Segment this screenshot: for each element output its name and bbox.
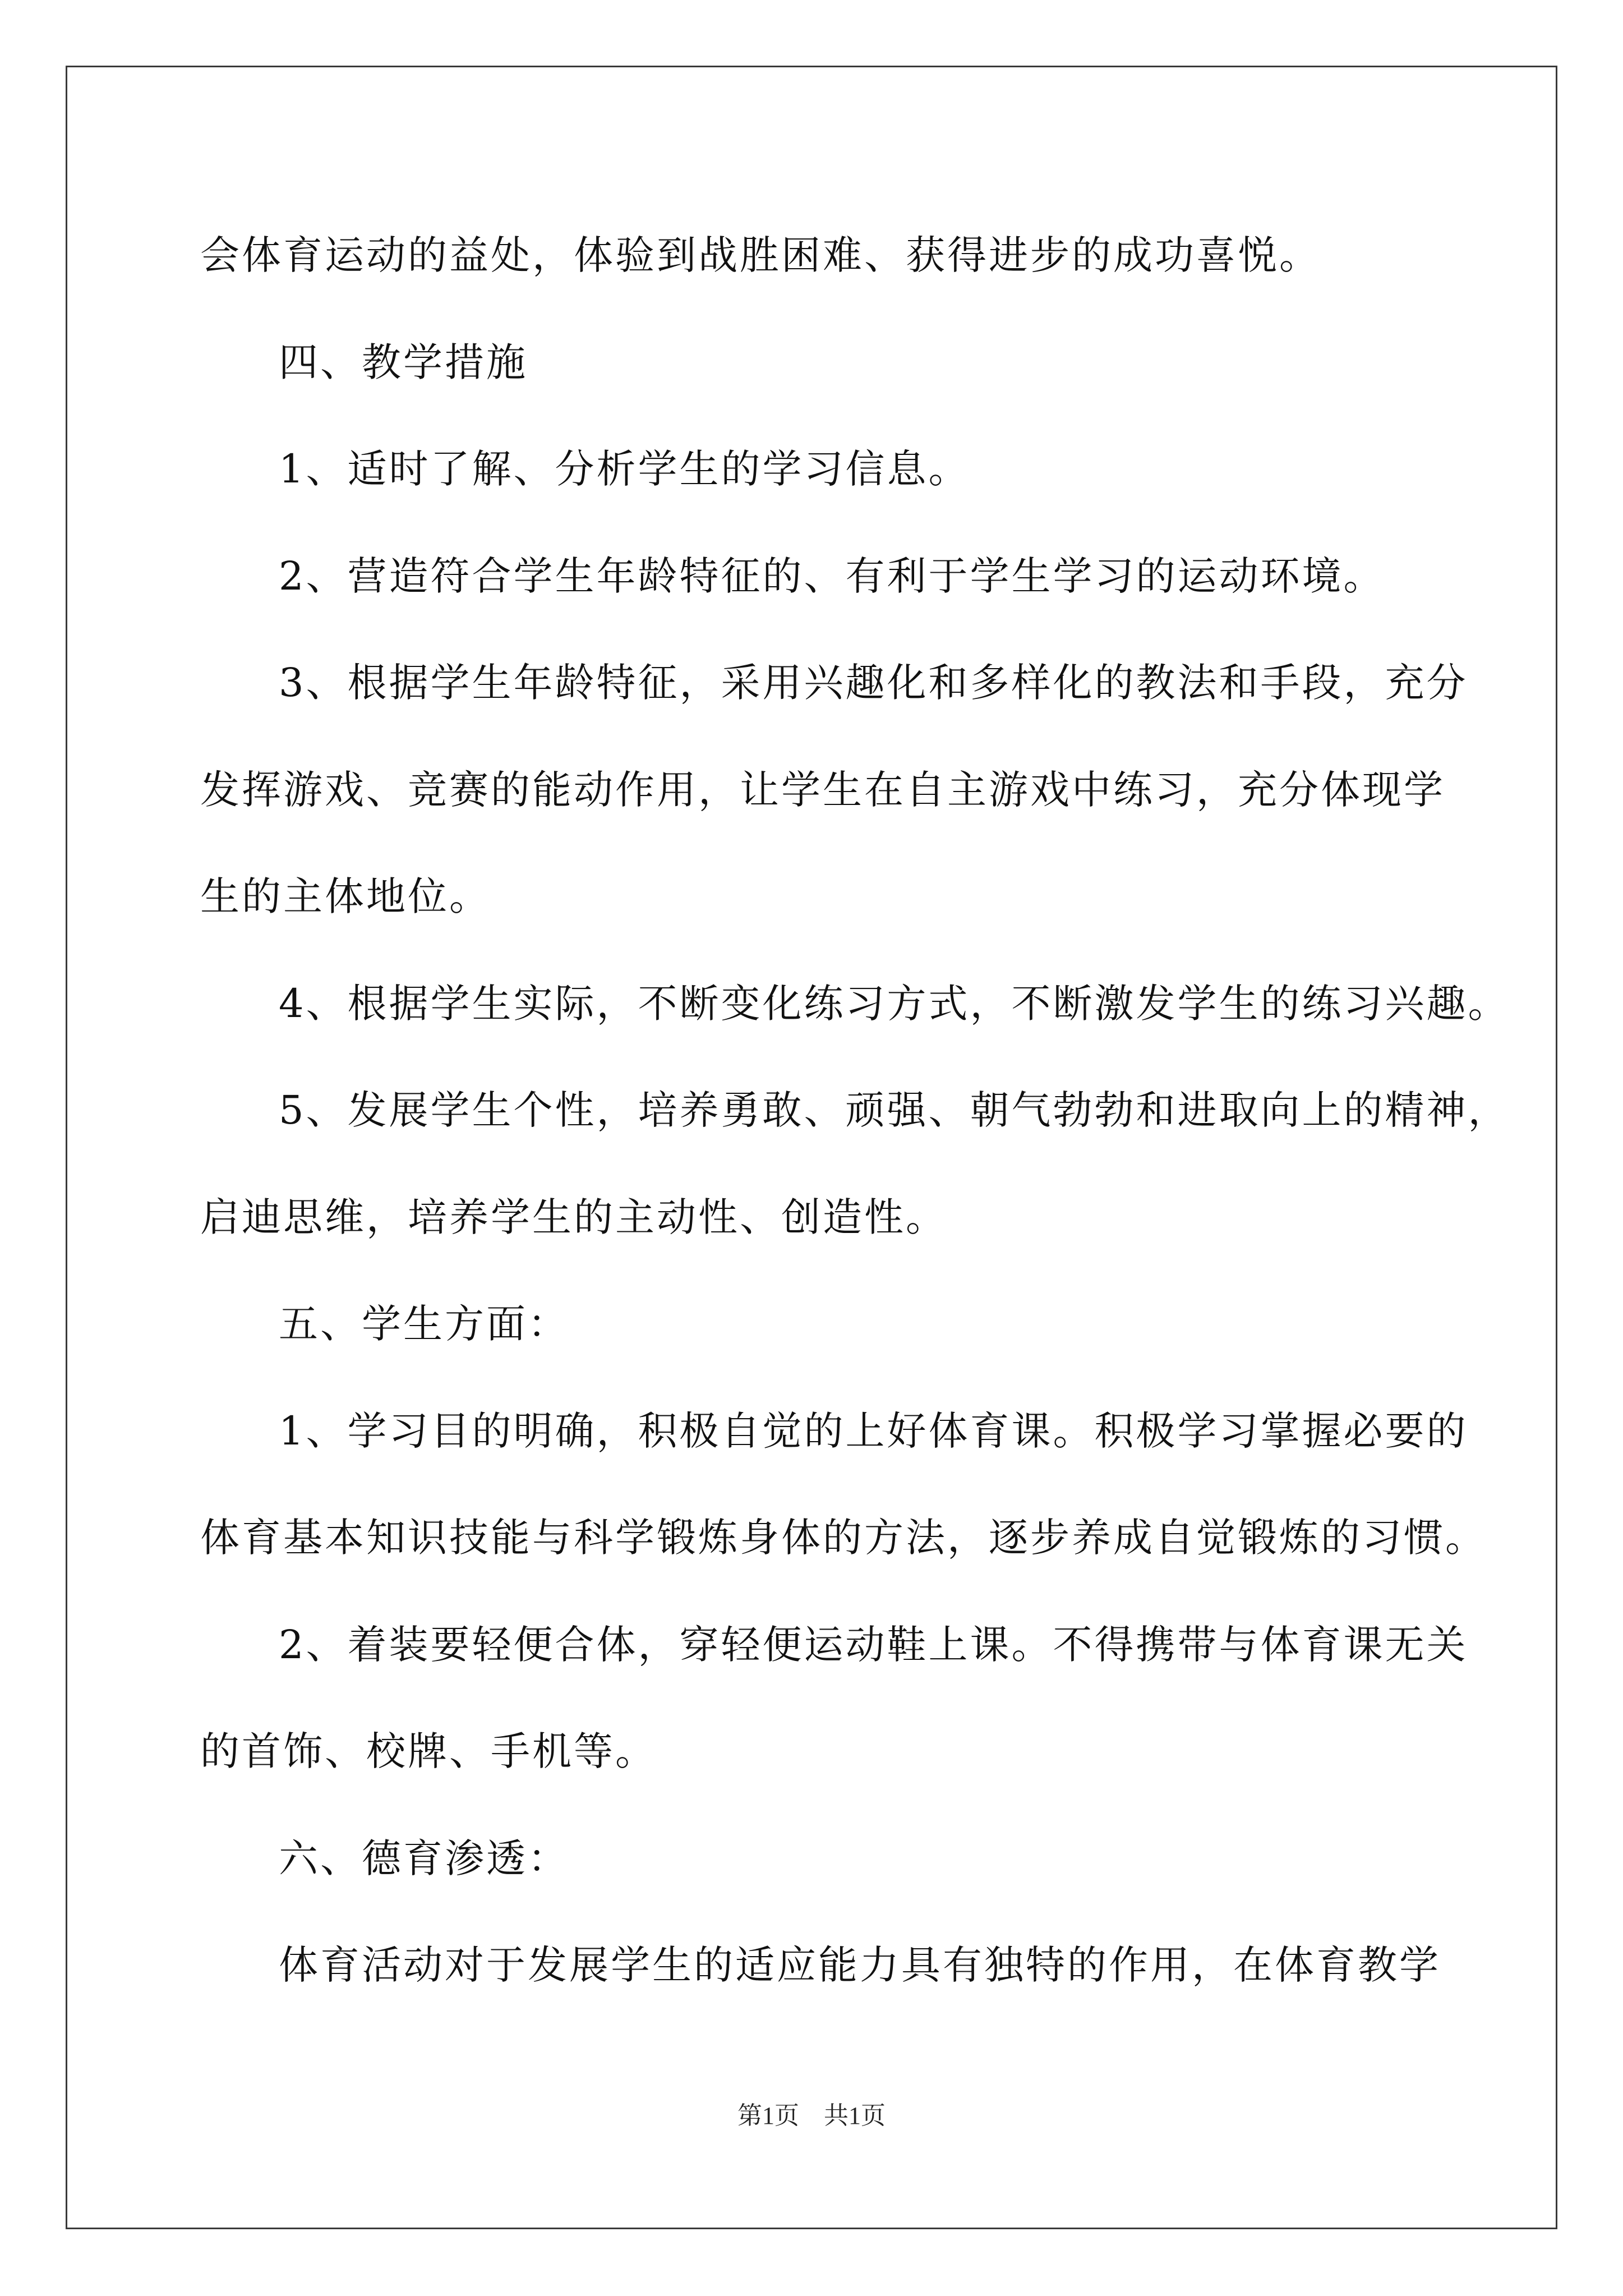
text-line: 的首饰、校牌、手机等。 [200,1728,657,1774]
text-line: 1、适时了解、分析学生的学习信息。 [279,446,970,492]
text-line: 体育基本知识技能与科学锻炼身体的方法，逐步养成自觉锻炼的习惯。 [200,1515,1487,1561]
text-line: 发挥游戏、竞赛的能动作用，让学生在自主游戏中练习，充分体现学 [200,767,1445,813]
text-line: 1、学习目的明确，积极自觉的上好体育课。积极学习掌握必要的 [279,1408,1468,1454]
text-line: 体育活动对于发展学生的适应能力具有独特的作用，在体育教学 [279,1942,1441,1988]
text-line: 生的主体地位。 [200,873,491,919]
text-line: 3、根据学生年龄特征，采用兴趣化和多样化的教法和手段，充分 [279,660,1468,706]
text-line: 2、着装要轻便合体，穿轻便运动鞋上课。不得携带与体育课无关 [279,1622,1468,1668]
text-line: 4、根据学生实际，不断变化练习方式，不断激发学生的练习兴趣。 [279,981,1510,1027]
page-footer: 第1页 共1页 [737,2102,886,2129]
text-line: 四、教学措施 [279,339,528,385]
text-line: 会体育运动的益处，体验到战胜困难、获得进步的成功喜悦。 [200,232,1321,278]
text-line: 5、发展学生个性，培养勇敢、顽强、朝气勃勃和进取向上的精神， [279,1087,1510,1133]
text-line: 启迪思维，培养学生的主动性、创造性。 [200,1194,947,1240]
text-line: 六、德育渗透： [279,1835,569,1881]
text-line: 2、营造符合学生年龄特征的、有利于学生学习的运动环境。 [279,553,1385,599]
text-line: 五、学生方面： [279,1301,569,1347]
